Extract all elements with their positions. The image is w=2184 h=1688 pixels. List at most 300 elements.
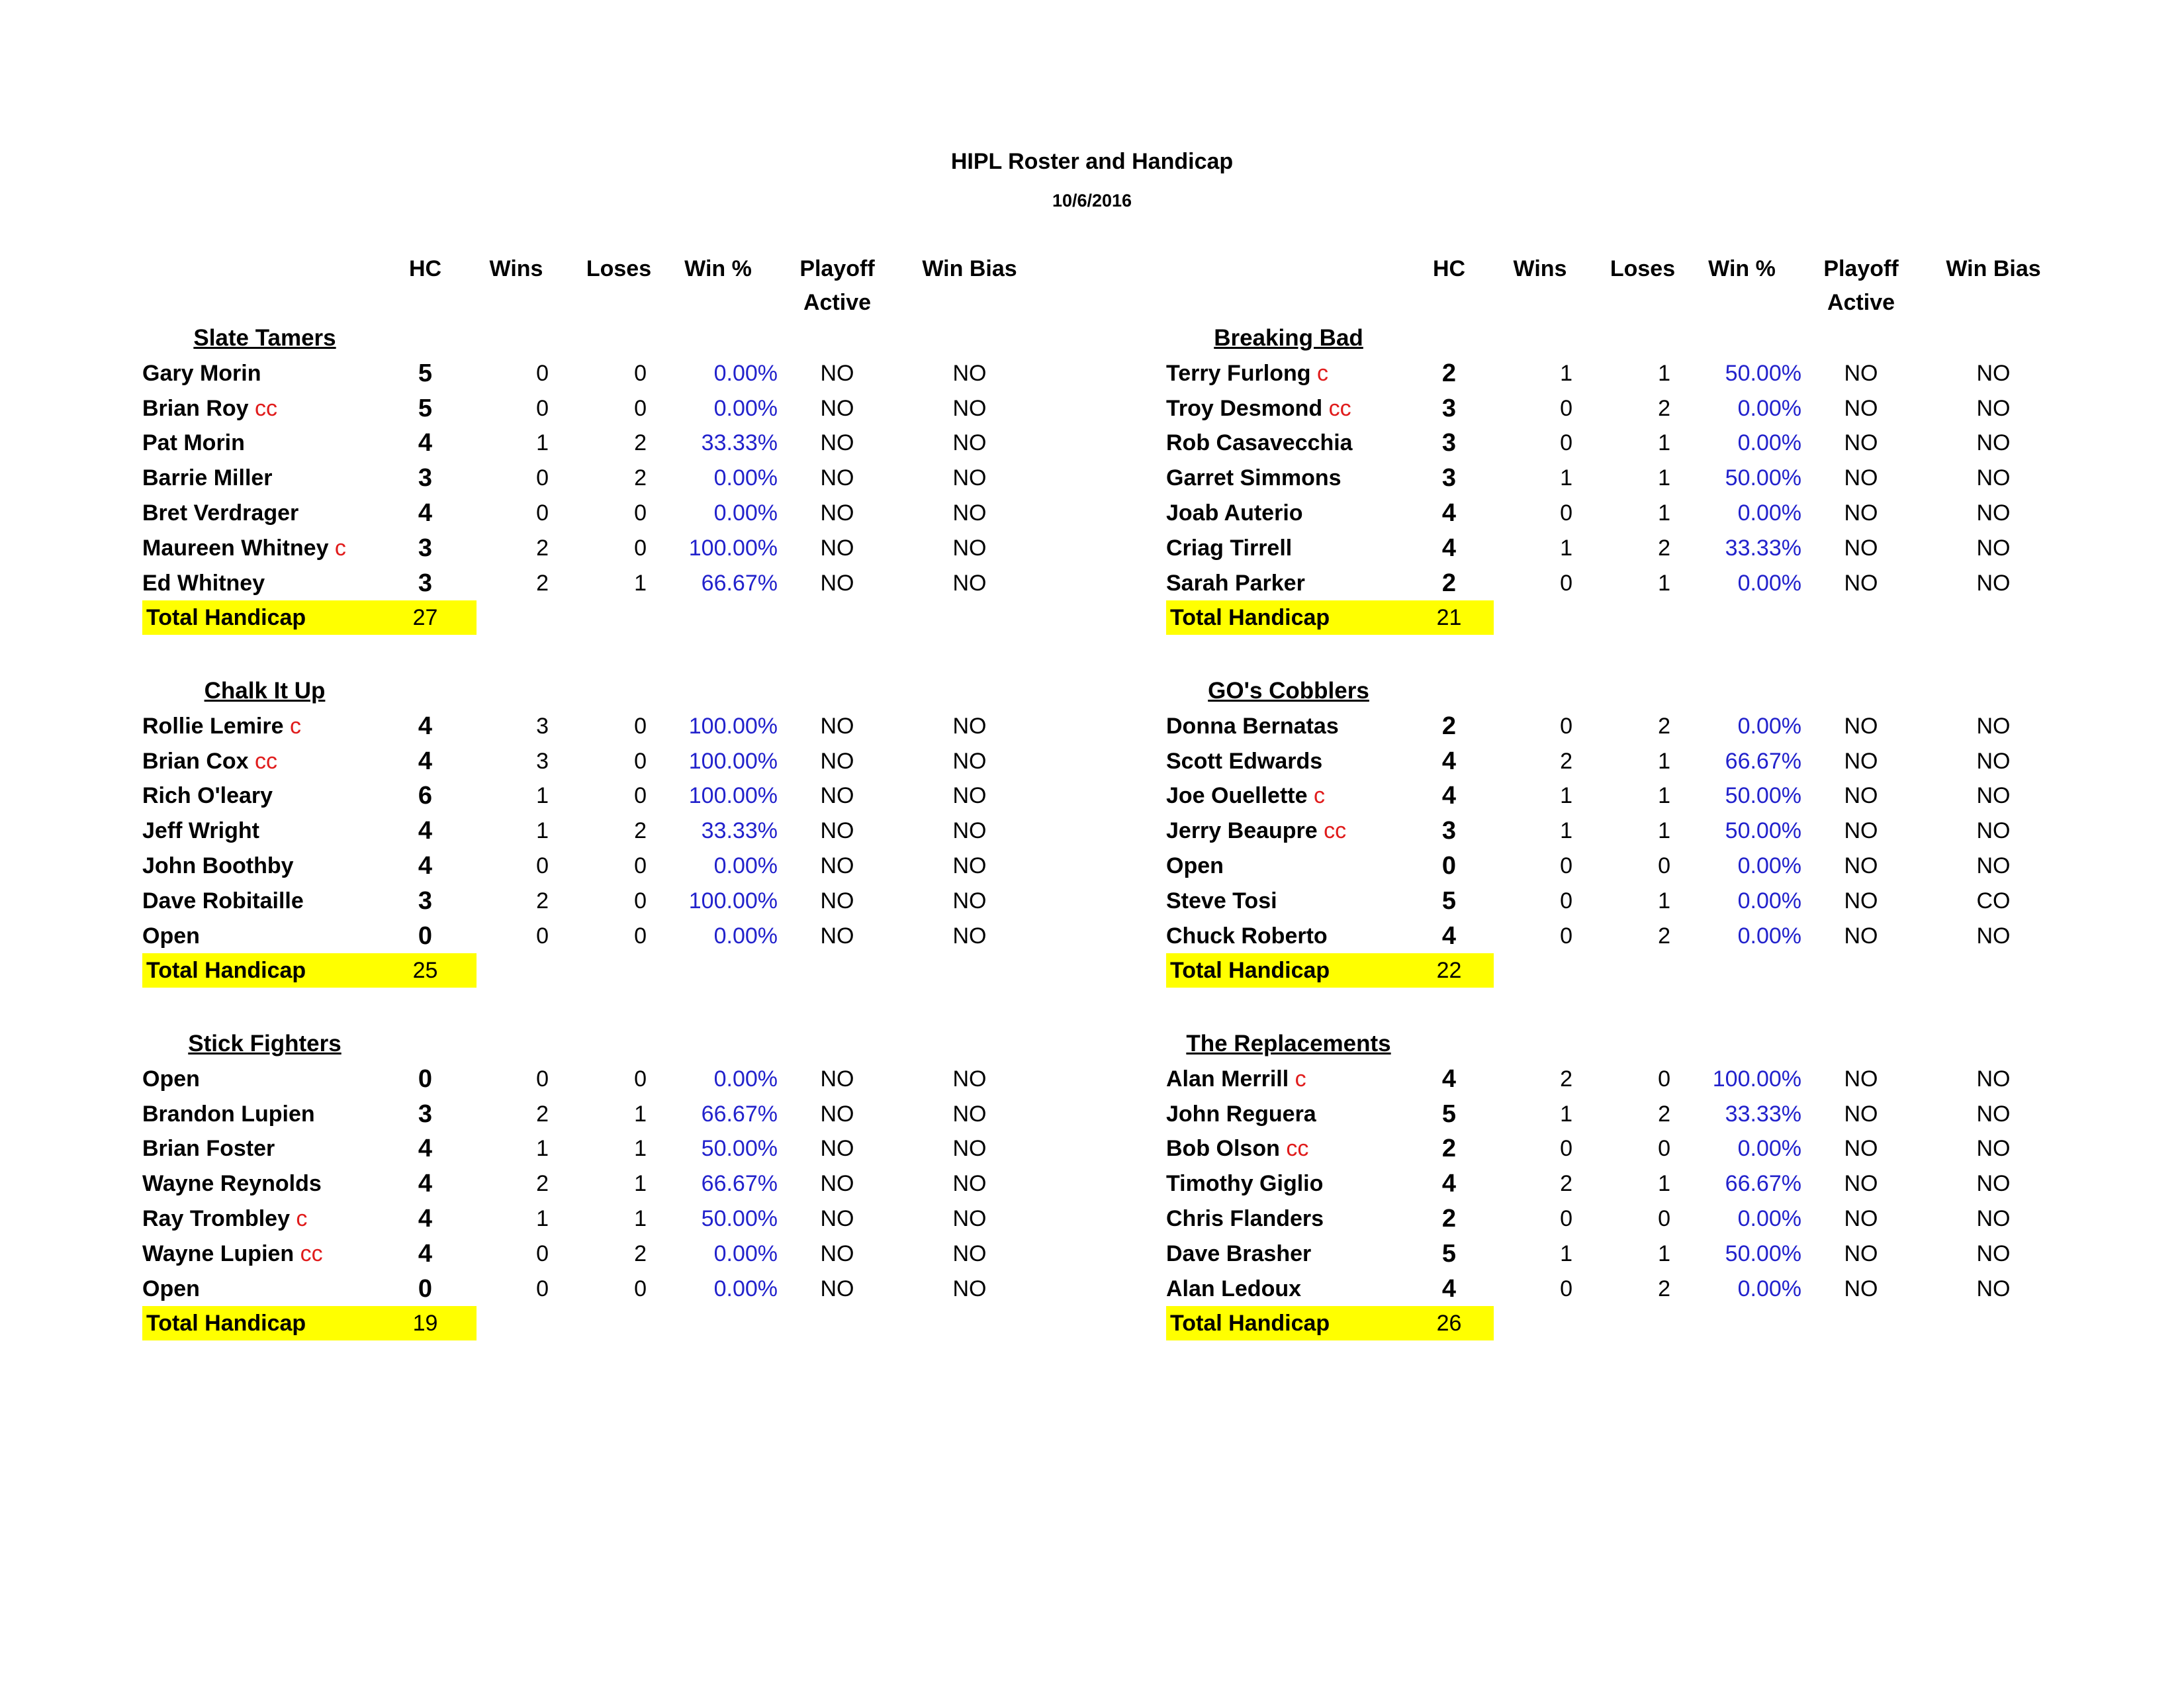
player-hc: 3	[1441, 395, 1457, 422]
player-wins: 1	[1560, 361, 1572, 386]
player-hc: 4	[1441, 747, 1457, 775]
player-win-bias: NO	[952, 465, 987, 491]
player-playoff-active: NO	[820, 1102, 854, 1127]
player-row	[1166, 884, 2159, 918]
player-row	[1166, 814, 2159, 848]
total-handicap-row	[1166, 600, 1494, 635]
player-hc: 4	[418, 1135, 433, 1162]
team-name: Breaking Bad	[1214, 325, 1363, 351]
player-hc: 2	[1441, 712, 1457, 740]
player-win-bias: NO	[1976, 500, 2011, 526]
player-hc: 4	[1441, 1275, 1457, 1303]
player-loses: 1	[1658, 430, 1670, 455]
player-row	[1166, 1062, 2159, 1096]
player-hc: 4	[418, 1170, 433, 1197]
player-name	[142, 461, 394, 495]
col-header-win-bias: Win Bias	[1946, 256, 2041, 281]
player-win-pct: 0.00%	[1737, 888, 1801, 914]
player-playoff-active: NO	[1844, 430, 1878, 455]
col-header-playoff-line2: Active	[1827, 290, 1895, 315]
player-name-text: Open	[142, 1276, 200, 1301]
player-name	[1166, 1201, 1418, 1236]
col-header-hc: HC	[408, 256, 442, 281]
player-wins: 0	[1560, 923, 1572, 949]
player-hc: 2	[1441, 1135, 1457, 1162]
player-loses: 1	[1658, 783, 1670, 808]
player-win-pct: 50.00%	[1725, 361, 1801, 386]
co-captain-marker: cc	[248, 749, 278, 774]
col-header-wins: Wins	[489, 256, 543, 281]
player-hc: 3	[418, 1100, 433, 1128]
player-row	[142, 496, 1135, 530]
player-name	[142, 1201, 394, 1236]
player-name	[1166, 709, 1418, 743]
player-loses: 1	[634, 1206, 647, 1231]
col-header-win-bias: Win Bias	[922, 256, 1017, 281]
player-row	[142, 1272, 1135, 1306]
player-name-text: Barrie Miller	[142, 465, 273, 491]
player-loses: 2	[634, 818, 647, 843]
player-hc: 0	[418, 1275, 433, 1303]
player-name-text: Chuck Roberto	[1166, 923, 1328, 949]
player-wins: 0	[1560, 571, 1572, 596]
player-win-bias: NO	[1976, 571, 2011, 596]
player-name-text: John Boothby	[142, 853, 294, 878]
player-hc: 0	[1441, 852, 1457, 880]
player-loses: 0	[634, 500, 647, 526]
total-handicap-value: 25	[412, 958, 438, 983]
player-playoff-active: NO	[1844, 465, 1878, 491]
player-win-pct: 66.67%	[1725, 749, 1801, 774]
player-name	[142, 356, 394, 391]
total-handicap-label: Total Handicap	[146, 1311, 306, 1336]
player-name-text: Troy Desmond	[1166, 396, 1323, 421]
player-loses: 2	[1658, 1102, 1670, 1127]
player-playoff-active: NO	[820, 465, 854, 491]
player-loses: 0	[634, 923, 647, 949]
player-wins: 0	[1560, 714, 1572, 739]
player-playoff-active: NO	[820, 1206, 854, 1231]
player-hc: 5	[1441, 1240, 1457, 1268]
player-playoff-active: NO	[820, 430, 854, 455]
player-win-bias: NO	[952, 1276, 987, 1301]
player-loses: 1	[1658, 361, 1670, 386]
player-wins: 0	[536, 465, 549, 491]
total-handicap-row	[1166, 1306, 1494, 1340]
player-row	[142, 849, 1135, 883]
player-name	[1166, 778, 1418, 813]
player-loses: 1	[1658, 749, 1670, 774]
player-wins: 0	[1560, 853, 1572, 878]
player-row	[142, 1166, 1135, 1201]
player-win-bias: NO	[952, 853, 987, 878]
player-loses: 0	[1658, 1066, 1670, 1092]
player-row	[142, 709, 1135, 743]
player-name-text: Rob Casavecchia	[1166, 430, 1353, 455]
player-name-text: Garret Simmons	[1166, 465, 1342, 491]
col-header-playoff-active	[1818, 252, 1904, 320]
player-win-pct: 50.00%	[1725, 1241, 1801, 1266]
player-hc: 4	[1441, 1065, 1457, 1093]
player-loses: 0	[634, 853, 647, 878]
player-row	[1166, 496, 2159, 530]
player-name-text: Maureen Whitney	[142, 536, 329, 561]
player-loses: 1	[1658, 1171, 1670, 1196]
player-row	[1166, 744, 2159, 778]
player-win-pct: 50.00%	[701, 1206, 778, 1231]
player-win-bias: NO	[1976, 361, 2011, 386]
total-handicap-label: Total Handicap	[146, 958, 306, 983]
player-win-pct: 66.67%	[701, 571, 778, 596]
player-hc: 5	[418, 395, 433, 422]
player-wins: 1	[536, 1136, 549, 1161]
player-win-bias: CO	[1976, 888, 2011, 914]
player-name-text: Open	[142, 923, 200, 949]
player-loses: 1	[1658, 818, 1670, 843]
player-name-text: Ray Trombley	[142, 1206, 290, 1231]
player-name-text: Open	[1166, 853, 1224, 878]
total-handicap-row	[142, 600, 477, 635]
column-headers	[1166, 252, 2159, 325]
player-name-text: Jerry Beaupre	[1166, 818, 1318, 843]
player-playoff-active: NO	[820, 571, 854, 596]
player-win-pct: 0.00%	[1737, 923, 1801, 949]
player-name-text: Pat Morin	[142, 430, 245, 455]
player-playoff-active: NO	[1844, 571, 1878, 596]
player-row	[1166, 356, 2159, 391]
player-win-pct: 0.00%	[1737, 396, 1801, 421]
total-handicap-row	[142, 953, 477, 988]
player-name-text: Terry Furlong	[1166, 361, 1311, 386]
player-win-bias: NO	[952, 1102, 987, 1127]
player-hc: 3	[418, 569, 433, 597]
player-wins: 1	[536, 430, 549, 455]
player-playoff-active: NO	[820, 1171, 854, 1196]
player-playoff-active: NO	[820, 396, 854, 421]
player-name-text: Timothy Giglio	[1166, 1171, 1324, 1196]
player-loses: 0	[634, 749, 647, 774]
player-name	[142, 426, 394, 460]
team-name: GO's Cobblers	[1208, 678, 1369, 704]
player-win-pct: 0.00%	[1737, 714, 1801, 739]
player-playoff-active: NO	[820, 888, 854, 914]
player-playoff-active: NO	[1844, 396, 1878, 421]
player-loses: 1	[1658, 500, 1670, 526]
player-win-pct: 100.00%	[1712, 1066, 1801, 1092]
player-name	[1166, 1272, 1418, 1306]
player-win-pct: 0.00%	[713, 1276, 778, 1301]
player-wins: 1	[1560, 536, 1572, 561]
col-header-wins: Wins	[1513, 256, 1567, 281]
player-win-bias: NO	[952, 536, 987, 561]
player-loses: 0	[634, 396, 647, 421]
player-loses: 2	[1658, 714, 1670, 739]
player-hc: 5	[418, 359, 433, 387]
player-wins: 2	[1560, 1171, 1572, 1196]
player-wins: 0	[536, 1066, 549, 1092]
player-row	[142, 919, 1135, 953]
player-name-text: Gary Morin	[142, 361, 261, 386]
player-loses: 1	[634, 571, 647, 596]
player-win-pct: 0.00%	[713, 1241, 778, 1266]
player-playoff-active: NO	[1844, 500, 1878, 526]
player-loses: 1	[1658, 465, 1670, 491]
player-win-bias: NO	[1976, 1206, 2011, 1231]
player-hc: 4	[1441, 1170, 1457, 1197]
player-hc: 4	[418, 712, 433, 740]
captain-marker: c	[328, 536, 346, 561]
player-name-text: Ed Whitney	[142, 571, 265, 596]
player-name	[1166, 1237, 1418, 1271]
player-win-bias: NO	[952, 714, 987, 739]
player-playoff-active: NO	[1844, 1171, 1878, 1196]
player-wins: 0	[1560, 430, 1572, 455]
player-loses: 0	[634, 888, 647, 914]
player-name-text: Criag Tirrell	[1166, 536, 1293, 561]
player-wins: 1	[1560, 818, 1572, 843]
player-hc: 2	[1441, 1205, 1457, 1233]
co-captain-marker: cc	[248, 396, 278, 421]
player-row	[142, 391, 1135, 426]
player-row	[142, 531, 1135, 565]
player-name	[142, 814, 394, 848]
total-handicap-label: Total Handicap	[1170, 958, 1330, 983]
player-hc: 4	[418, 1240, 433, 1268]
player-win-pct: 0.00%	[1737, 1276, 1801, 1301]
player-win-bias: NO	[952, 818, 987, 843]
player-win-bias: NO	[1976, 1241, 2011, 1266]
col-header-loses: Loses	[586, 256, 652, 281]
player-playoff-active: NO	[1844, 853, 1878, 878]
player-win-pct: 100.00%	[688, 714, 778, 739]
player-hc: 0	[418, 1065, 433, 1093]
player-name-text: Bob Olson	[1166, 1136, 1280, 1161]
player-playoff-active: NO	[1844, 888, 1878, 914]
player-row	[1166, 1097, 2159, 1131]
total-handicap-value: 22	[1436, 958, 1462, 983]
player-name-text: Sarah Parker	[1166, 571, 1305, 596]
player-playoff-active: NO	[820, 1066, 854, 1092]
player-playoff-active: NO	[1844, 1136, 1878, 1161]
co-captain-marker: cc	[294, 1241, 323, 1266]
captain-marker: c	[1289, 1066, 1306, 1092]
player-win-pct: 0.00%	[1737, 1206, 1801, 1231]
total-handicap-value: 21	[1436, 605, 1462, 630]
player-win-pct: 0.00%	[713, 361, 778, 386]
player-win-bias: NO	[1976, 783, 2011, 808]
player-win-bias: NO	[952, 1206, 987, 1231]
player-win-pct: 0.00%	[1737, 853, 1801, 878]
player-win-bias: NO	[1976, 818, 2011, 843]
player-name-text: Rich O'leary	[142, 783, 273, 808]
col-header-playoff-active	[794, 252, 880, 320]
player-playoff-active: NO	[1844, 1066, 1878, 1092]
player-win-bias: NO	[952, 1136, 987, 1161]
player-win-bias: NO	[952, 1066, 987, 1092]
total-handicap-value: 19	[412, 1311, 438, 1336]
player-playoff-active: NO	[820, 1241, 854, 1266]
player-playoff-active: NO	[820, 853, 854, 878]
player-wins: 0	[1560, 1276, 1572, 1301]
player-win-bias: NO	[952, 361, 987, 386]
player-wins: 2	[1560, 749, 1572, 774]
player-row	[142, 778, 1135, 813]
player-win-bias: NO	[952, 888, 987, 914]
player-win-pct: 0.00%	[1737, 571, 1801, 596]
player-wins: 2	[536, 888, 549, 914]
player-name-text: Chris Flanders	[1166, 1206, 1324, 1231]
player-name-text: Open	[142, 1066, 200, 1092]
player-hc: 3	[418, 464, 433, 492]
player-name-text: Brian Foster	[142, 1136, 275, 1161]
player-row	[1166, 391, 2159, 426]
player-wins: 0	[1560, 1206, 1572, 1231]
player-hc: 3	[418, 887, 433, 915]
col-header-playoff-line1: Playoff	[799, 256, 875, 281]
document-title: HIPL Roster and Handicap	[950, 149, 1234, 174]
player-hc: 3	[1441, 817, 1457, 845]
player-loses: 2	[1658, 1276, 1670, 1301]
player-name-text: John Reguera	[1166, 1102, 1316, 1127]
player-loses: 2	[1658, 923, 1670, 949]
player-name	[142, 391, 394, 426]
player-loses: 0	[634, 1276, 647, 1301]
player-win-pct: 0.00%	[713, 396, 778, 421]
player-wins: 2	[1560, 1066, 1572, 1092]
player-loses: 0	[1658, 853, 1670, 878]
captain-marker: c	[289, 1206, 308, 1231]
player-win-pct: 100.00%	[688, 536, 778, 561]
player-loses: 1	[1658, 1241, 1670, 1266]
player-win-bias: NO	[1976, 1276, 2011, 1301]
player-playoff-active: NO	[1844, 1102, 1878, 1127]
player-wins: 0	[536, 1276, 549, 1301]
player-win-pct: 50.00%	[1725, 465, 1801, 491]
col-header-playoff-line2: Active	[803, 290, 872, 315]
player-wins: 0	[1560, 500, 1572, 526]
player-name	[142, 709, 394, 743]
player-win-bias: NO	[1976, 430, 2011, 455]
player-loses: 0	[634, 536, 647, 561]
player-win-pct: 50.00%	[1725, 783, 1801, 808]
player-playoff-active: NO	[1844, 1276, 1878, 1301]
player-win-bias: NO	[1976, 714, 2011, 739]
player-win-bias: NO	[952, 430, 987, 455]
player-name	[1166, 461, 1418, 495]
player-name	[1166, 531, 1418, 565]
player-playoff-active: NO	[1844, 536, 1878, 561]
player-win-pct: 0.00%	[713, 1066, 778, 1092]
player-loses: 2	[1658, 536, 1670, 561]
player-name	[142, 1166, 394, 1201]
player-row	[142, 1131, 1135, 1166]
player-name	[142, 744, 394, 778]
player-row	[1166, 426, 2159, 460]
player-playoff-active: NO	[820, 749, 854, 774]
player-win-pct: 0.00%	[1737, 1136, 1801, 1161]
player-hc: 4	[1441, 534, 1457, 562]
column-headers	[142, 252, 1135, 325]
player-win-pct: 33.33%	[1725, 1102, 1801, 1127]
player-win-pct: 0.00%	[713, 923, 778, 949]
player-name	[142, 919, 394, 953]
player-name-text: Alan Ledoux	[1166, 1276, 1302, 1301]
player-wins: 1	[1560, 783, 1572, 808]
player-name	[142, 566, 394, 600]
player-playoff-active: NO	[1844, 923, 1878, 949]
player-wins: 1	[1560, 465, 1572, 491]
player-row	[1166, 919, 2159, 953]
total-handicap-label: Total Handicap	[1170, 1311, 1330, 1336]
player-loses: 0	[1658, 1206, 1670, 1231]
player-row	[1166, 531, 2159, 565]
player-hc: 4	[1441, 782, 1457, 810]
player-hc: 4	[1441, 499, 1457, 527]
total-handicap-row	[142, 1306, 477, 1340]
player-hc: 4	[418, 499, 433, 527]
player-row	[1166, 1237, 2159, 1271]
team-name: Slate Tamers	[193, 325, 336, 351]
player-win-pct: 0.00%	[713, 853, 778, 878]
player-name-text: Joab Auterio	[1166, 500, 1303, 526]
player-hc: 3	[1441, 464, 1457, 492]
player-win-bias: NO	[952, 571, 987, 596]
player-win-bias: NO	[1976, 1102, 2011, 1127]
player-loses: 0	[634, 783, 647, 808]
co-captain-marker: cc	[1322, 396, 1351, 421]
player-name-text: Alan Merrill	[1166, 1066, 1289, 1092]
player-name	[1166, 356, 1418, 391]
player-name	[1166, 884, 1418, 918]
player-wins: 2	[536, 536, 549, 561]
player-name	[1166, 1097, 1418, 1131]
player-name	[1166, 849, 1418, 883]
player-playoff-active: NO	[820, 361, 854, 386]
player-loses: 2	[1658, 396, 1670, 421]
team-name: Chalk It Up	[204, 678, 326, 704]
player-hc: 4	[418, 429, 433, 457]
total-handicap-value: 27	[412, 605, 438, 630]
player-hc: 3	[1441, 429, 1457, 457]
co-captain-marker: cc	[1279, 1136, 1309, 1161]
player-name	[1166, 919, 1418, 953]
player-loses: 2	[634, 430, 647, 455]
col-header-win-pct: Win %	[1708, 256, 1776, 281]
player-win-pct: 100.00%	[688, 783, 778, 808]
col-header-loses: Loses	[1610, 256, 1676, 281]
player-name	[142, 1237, 394, 1271]
player-loses: 0	[634, 714, 647, 739]
player-playoff-active: NO	[820, 1276, 854, 1301]
player-win-pct: 66.67%	[701, 1171, 778, 1196]
player-playoff-active: NO	[1844, 749, 1878, 774]
player-wins: 0	[536, 396, 549, 421]
player-row	[1166, 709, 2159, 743]
player-name	[1166, 1131, 1418, 1166]
player-name	[142, 884, 394, 918]
player-name-text: Donna Bernatas	[1166, 714, 1339, 739]
player-hc: 2	[1441, 359, 1457, 387]
player-wins: 2	[536, 571, 549, 596]
player-name-text: Brian Roy	[142, 396, 249, 421]
player-win-bias: NO	[952, 1171, 987, 1196]
player-wins: 3	[536, 749, 549, 774]
player-win-bias: NO	[1976, 536, 2011, 561]
player-row	[142, 1201, 1135, 1236]
player-win-pct: 33.33%	[1725, 536, 1801, 561]
player-row	[1166, 1272, 2159, 1306]
player-name-text: Dave Brasher	[1166, 1241, 1312, 1266]
